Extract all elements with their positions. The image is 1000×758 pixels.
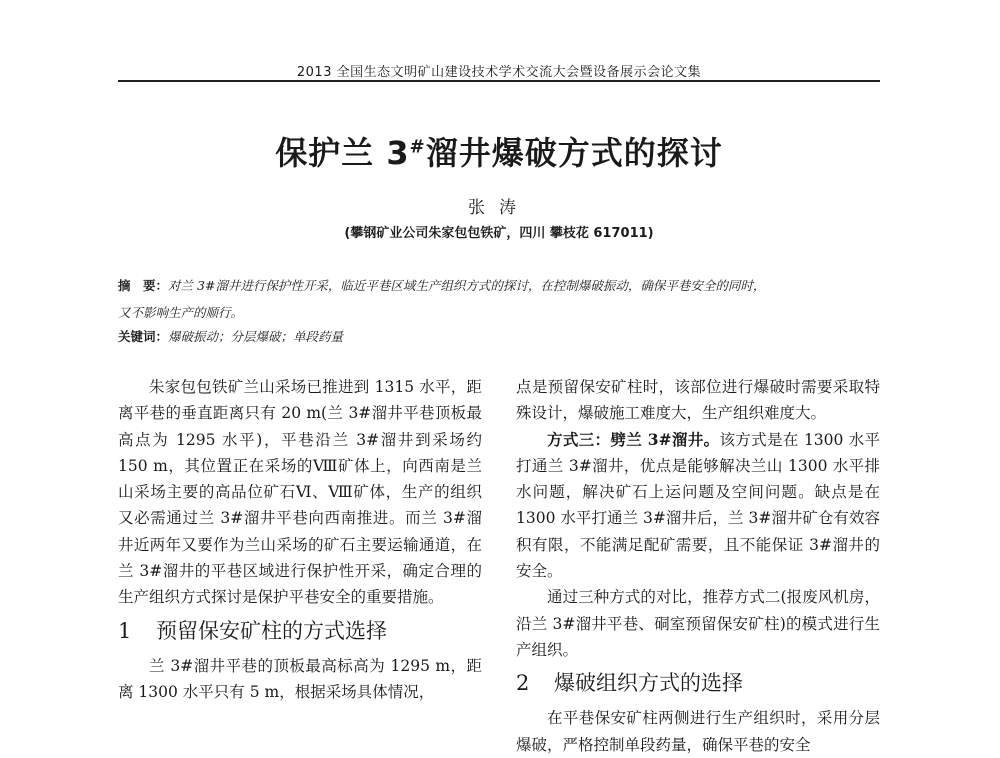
left-column xyxy=(118,374,482,705)
abstract-line-2: 又不影响生产的顺行。 xyxy=(118,305,244,320)
method-3-label: 方式三：劈兰 3#溜井。 xyxy=(547,429,720,449)
keywords xyxy=(118,327,880,347)
section-1-paragraph: 兰 3#溜井平巷的顶板最高标高为 1295 m，距离 1300 水平只有 5 m，根据采场具体情况， xyxy=(118,656,482,701)
keywords-text: 爆破振动；分层爆破；单段药量 xyxy=(168,329,344,344)
method-3-paragraph xyxy=(516,427,880,585)
abstract-line-1: 对兰 3#溜井进行保护性开采，临近平巷区域生产组织方式的探讨，在控制爆破振动，确保平巷安全的同时， xyxy=(168,278,766,293)
recommendation-paragraph: 通过三种方式的对比，推荐方式二(报废风机房，沿兰 3#溜井平巷、硐室预留保安矿柱)的模式进行生产组织。 xyxy=(516,588,880,659)
section-2-heading xyxy=(516,667,880,699)
right-column xyxy=(516,374,880,758)
intro-paragraph: 朱家包包铁矿兰山采场已推进到 1315 水平，距离平巷的垂直距离只有 20 m(兰 3#溜井平巷顶板最高点为 1295 水平)，平巷沿兰 3#溜井到采场约 150 m，其位置正在采场的Ⅷ矿体上，向西南是兰山采场主要的高品位矿石Ⅵ、Ⅷ矿体，生产的组织又必需通过兰 3#溜井平巷向西南推进。而兰 3#溜井近两年又要作为兰山采场的矿石主要运输通道，在兰 3#溜井的平巷区域进行保护性开采，确定合理的生产组织方式探讨是保护平巷安全的重要措施。 xyxy=(118,378,482,607)
author-affiliation: (攀钢矿业公司朱家包包铁矿，四川 攀枝花 617011) xyxy=(344,226,654,241)
title-part-2: 溜井爆破方式的探讨 xyxy=(425,134,723,172)
section-2-title: 爆破组织方式的选择 xyxy=(554,671,743,696)
method-3-text: 该方式是在 1300 水平打通兰 3#溜井，优点是能够解决兰山 1300 水平排水问题，解决矿石上运问题及空间问题。缺点是在 1300 水平打通兰 3#溜井后，兰 3#溜井矿仓有效容积有限，不能满足配矿需要，且不能保证 3#溜井的安全。 xyxy=(516,430,880,581)
author-name: 张涛 xyxy=(468,198,530,218)
section-1-number: 1 xyxy=(118,618,132,643)
title-part-1: 保护兰 3 xyxy=(275,134,410,172)
section-1-title: 预留保安矿柱的方式选择 xyxy=(156,618,387,643)
keywords-label: 关键词： xyxy=(118,329,169,344)
header-rule xyxy=(118,80,880,82)
running-head: 2013 全国生态文明矿山建设技术学术交流大会暨设备展示会论文集 xyxy=(296,65,702,80)
abstract xyxy=(118,272,880,326)
title-superscript: # xyxy=(409,136,426,158)
section-2-paragraph: 在平巷保安矿柱两侧进行生产组织时，采用分层爆破，严格控制单段药量，确保平巷的安全 xyxy=(516,709,880,754)
continued-paragraph: 点是预留保安矿柱时，该部位进行爆破时需要采取特殊设计，爆破施工难度大，生产组织难度大。 xyxy=(516,378,880,423)
section-1-heading xyxy=(118,615,482,647)
section-2-number: 2 xyxy=(516,671,530,696)
abstract-label: 摘 要： xyxy=(118,278,169,293)
paper-title xyxy=(118,128,880,174)
